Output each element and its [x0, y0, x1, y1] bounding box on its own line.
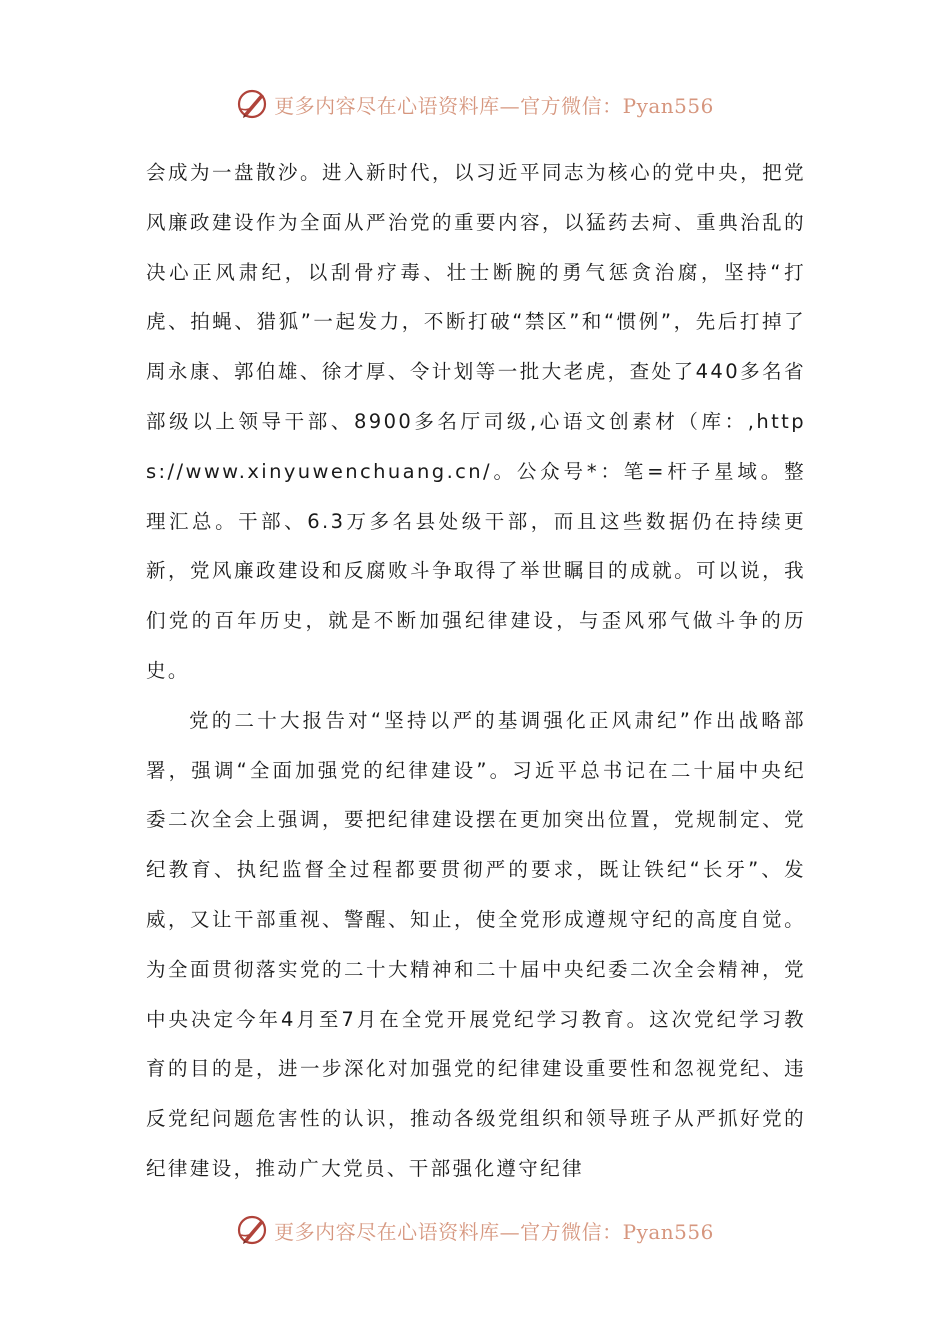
- footer-text: 更多内容尽在心语资料库—官方微信：Pyan556: [274, 1219, 714, 1244]
- document-body: [146, 148, 806, 1194]
- paragraph-2: 党的二十大报告对“坚持以严的基调强化正风肃纪”作出战略部署，强调“全面加强党的纪律建设”。习近平总书记在二十届中央纪委二次全会上强调，要把纪律建设摆在更加突出位置，党规制定、党纪教育、执纪监督全过程都要贯彻严的要求，既让铁纪“长牙”、发威，又让干部重视、警醒、知止，使全党形成遵规守纪的高度自觉。为全面贯彻落实党的二十大精神和二十届中央纪委二次全会精神，党中央决定今年4月至7月在全党开展党纪学习教育。这次党纪学习教育的目的是，进一步深化对加强党的纪律建设重要性和忽视党纪、违反党纪问题危害性的认识，推动各级党组织和领导班子从严抓好党的纪律建设，推动广大党员、干部强化遵守纪律: [146, 708, 806, 1180]
- header-text: 更多内容尽在心语资料库—官方微信：Pyan556: [274, 93, 714, 118]
- paragraph-1: 会成为一盘散沙。进入新时代，以习近平同志为核心的党中央，把党风廉政建设作为全面从严治党的重要内容，以猛药去疴、重典治乱的决心正风肃纪，以刮骨疗毒、壮士断腕的勇气惩贪治腐，坚持“打虎、拍蝇、猎狐”一起发力，不断打破“禁区”和“惯例”，先后打掉了周永康、郭伯雄、徐才厚、令计划等一批大老虎，查处了440多名省部级以上领导干部、8900多名厅司级,心语文创素材（库：,https://www.xinyuwenchuang.cn/。公众号*：笔=杆子星域。整理汇总。干部、6.3万多名县处级干部，而且这些数据仍在持续更新，党风廉政建设和反腐败斗争取得了举世瞩目的成就。可以说，我们党的百年历史，就是不断加强纪律建设，与歪风邪气做斗争的历史。: [146, 161, 806, 682]
- footer-banner: [0, 1210, 950, 1250]
- pen-circle-logo-icon: [236, 87, 270, 121]
- pen-circle-logo-icon: [236, 1213, 270, 1247]
- header-banner: [0, 84, 950, 124]
